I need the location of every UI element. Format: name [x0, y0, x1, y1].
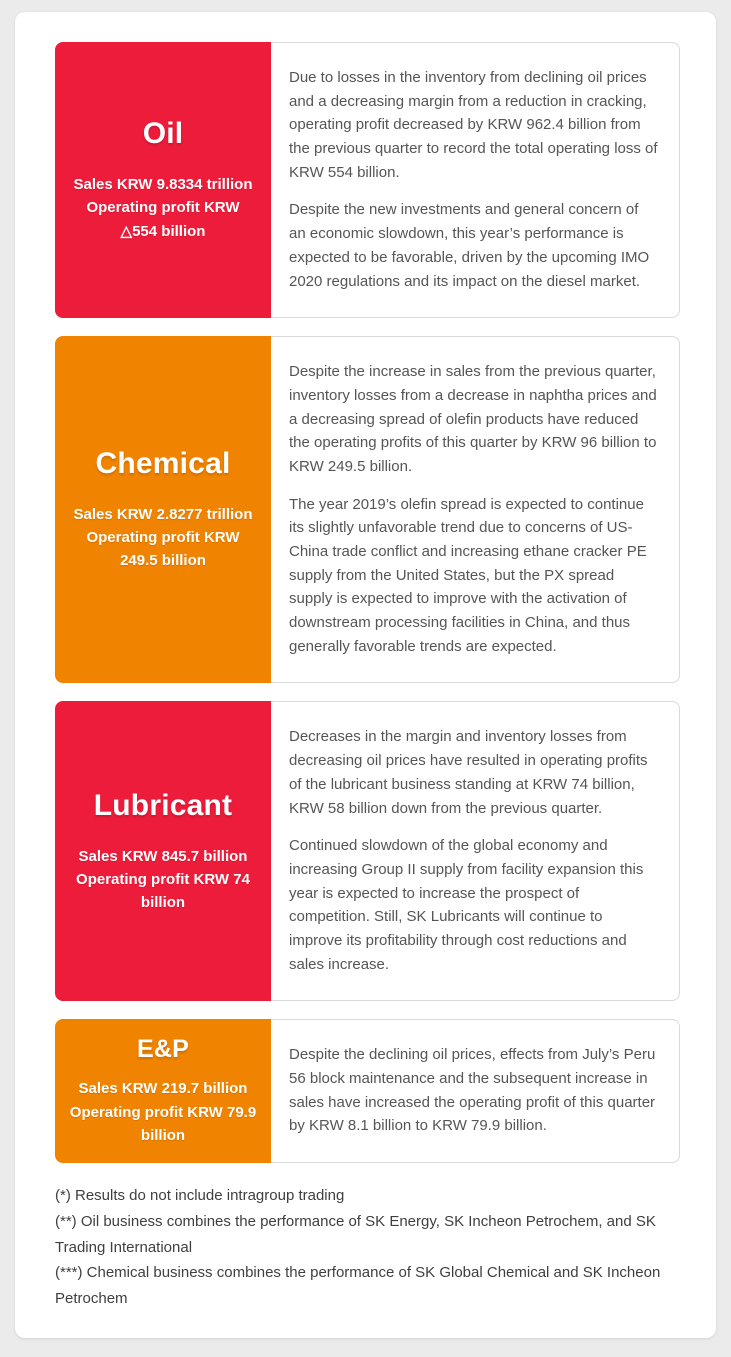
- ep-card: [55, 1019, 271, 1163]
- chemical-stats: [69, 503, 257, 573]
- chemical-operating-profit-value: Operating profit KRW 249.5 billion: [86, 529, 240, 570]
- section-lubricant: [55, 701, 680, 1001]
- oil-paragraph-1: Due to losses in the inventory from declining oil prices and a decreasing margin from a reduction in cracking, operating profit decreased by KRW 962.4 billion from the previous quarter to record the total operating loss of KRW 554 billion.: [289, 69, 658, 181]
- lubricant-paragraph-1: Decreases in the margin and inventory losses from decreasing oil prices have resulted in operating profits of the lubricant business standing at KRW 74 billion, KRW 58 billion down from the previous quarter.: [289, 728, 648, 817]
- lubricant-operating-profit-value: Operating profit KRW 74 billion: [76, 870, 250, 911]
- lubricant-paragraph-2: Continued slowdown of the global economy and increasing Group II supply from facility expansion this year is expected to increase the prospect of competition. Still, SK Lubricants will continue to improve its profitability through cost reductions and sales increase.: [289, 837, 644, 973]
- oil-stats: [69, 173, 257, 243]
- oil-description: [271, 43, 679, 317]
- section-chemical: [55, 336, 680, 683]
- ep-title: E&P: [136, 1035, 189, 1064]
- lubricant-description: [271, 702, 679, 1000]
- lubricant-card: [55, 701, 271, 1001]
- chemical-paragraph-2: The year 2019’s olefin spread is expected to continue its slightly unfavorable trend due to concerns of US-China trade conflict and increasing ethane cracker PE supply from the United States, but the PX spread supply is expected to improve with the activation of downstream processing facilities in China, and thus generally favorable trends are expected.: [289, 495, 647, 655]
- section-oil: [55, 42, 680, 318]
- footnote-1: (*) Results do not include intragroup trading: [55, 1187, 345, 1205]
- chemical-paragraph-1: Despite the increase in sales from the previous quarter, inventory losses from a decrease in naphtha prices and a decreasing spread of olefin products have reduced the operating profits of this quarter by KRW 96 billion to KRW 249.5 billion.: [289, 363, 657, 475]
- ep-stats: [69, 1077, 257, 1147]
- lubricant-title: Lubricant: [93, 788, 233, 822]
- footnote-3: (***) Chemical business combines the performance of SK Global Chemical and SK Incheon Petrochem: [55, 1264, 661, 1308]
- oil-operating-profit-value: Operating profit KRW △554 billion: [86, 199, 240, 240]
- lubricant-stats: [69, 845, 257, 915]
- footnote-2: (**) Oil business combines the performance of SK Energy, SK Incheon Petrochem, and SK Trading International: [55, 1212, 656, 1256]
- section-ep: [55, 1019, 680, 1163]
- ep-description: [271, 1020, 679, 1162]
- chemical-description: [271, 337, 679, 682]
- footnotes: [55, 1183, 680, 1312]
- ep-operating-profit-value: Operating profit KRW 79.9 billion: [69, 1103, 257, 1144]
- oil-sales-value: Sales KRW 9.8334 trillion: [73, 176, 253, 194]
- chemical-title: Chemical: [95, 446, 231, 480]
- lubricant-sales-value: Sales KRW 845.7 billion: [78, 847, 248, 865]
- oil-title: Oil: [142, 117, 184, 151]
- report-container: [15, 12, 716, 1338]
- ep-paragraph-1: Despite the declining oil prices, effects from July’s Peru 56 block maintenance and the subsequent increase in sales have increased the operating profit of this quarter by KRW 8.1 billion to KRW 79.9 billion.: [289, 1046, 656, 1135]
- ep-sales-value: Sales KRW 219.7 billion: [78, 1080, 248, 1098]
- chemical-card: [55, 336, 271, 683]
- chemical-sales-value: Sales KRW 2.8277 trillion: [73, 505, 253, 523]
- oil-card: [55, 42, 271, 318]
- oil-paragraph-2: Despite the new investments and general concern of an economic slowdown, this year’s performance is expected to be favorable, driven by the upcoming IMO 2020 regulations and its impact on the diesel market.: [289, 201, 650, 290]
